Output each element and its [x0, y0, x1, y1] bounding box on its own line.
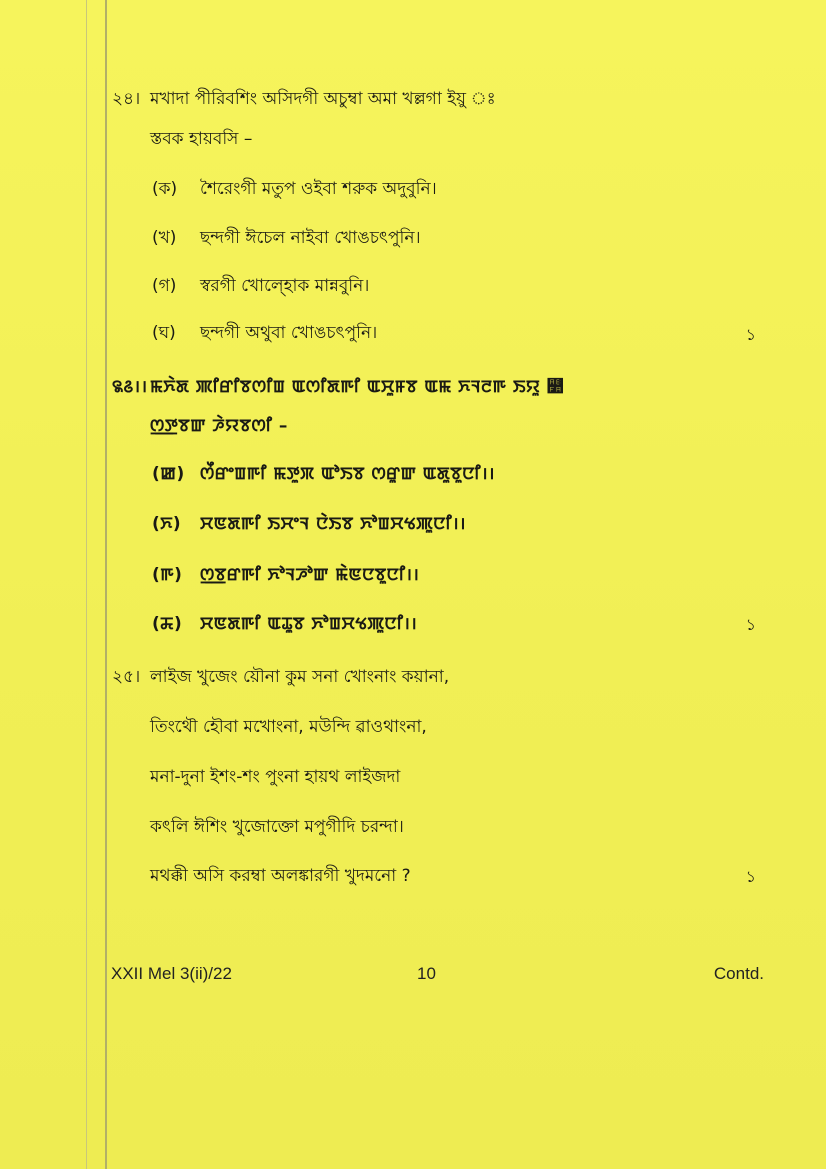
marks: ১	[745, 325, 756, 344]
option-text: ꯆꯟꯗꯒꯤ ꯏꯆꯦꯜ ꯅꯥꯏꯕ ꯈꯣꯡꯆꯠꯄꯨꯅꯤ।।	[200, 514, 466, 534]
question-stem: মখাদা পীরিবশিং অসিদগী অচুম্বা অমা খল্লগা ইয়ু ঃ	[150, 89, 496, 109]
option-text: ꯁ꯭ꯕꯔꯒꯤ ꯈꯣꯜꯍꯣꯛ ꯃꯥꯟꯅꯕꯨꯅꯤ।।	[200, 565, 420, 585]
option-label: (ꯀ)	[152, 464, 185, 484]
marks: ১	[745, 615, 756, 634]
option-label: (ꯘ)	[152, 614, 183, 634]
margin-rule	[86, 0, 87, 1169]
question-number: ২৪।	[112, 89, 141, 109]
option-text: ছন্দগী অথুবা খোঙচৎপুনি।	[200, 323, 378, 343]
question-number: ২৫।	[112, 667, 141, 687]
option-label: (ꯈ)	[152, 514, 182, 534]
option-text: শৈরেংগী মতুপ ওইবা শরুক অদুবুনি।	[200, 179, 437, 199]
poem-line: তিংথৌ হৌবা মখোংনা, মউন্দি ৱাওথাংনা,	[150, 717, 427, 737]
option-text: ছন্দগী ঈচেল নাইবা খোঙচৎপুনি।	[200, 228, 421, 248]
option-label: (ঘ)	[152, 323, 176, 343]
poem-line: লাইজ খুজেং য়ৌনা কুম সনা খোংনাং কয়ানা,	[150, 667, 450, 687]
poem-line: কৎলি ঈশিং খুজোক্তো মপুগীদি চরন্দা।	[150, 817, 404, 837]
option-text: ꯆꯟꯗꯒꯤ ꯑꯊꯨꯕ ꯈꯣꯡꯆꯠꯄꯨꯅꯤ।।	[200, 614, 418, 634]
option-text: ꯁꯩꯔꯦꯡꯒꯤ ꯃꯇꯨꯞ ꯑꯣꯏꯕ ꯁꯔꯨꯛ ꯑꯗꯨꯕꯨꯅꯤ।।	[200, 464, 495, 484]
page-number: 10	[417, 964, 436, 983]
paper-code: XXII Mel 3(ii)/22	[111, 964, 232, 983]
option-label: (ক)	[152, 179, 178, 199]
option-label: (খ)	[152, 228, 177, 248]
question-instruction: ꯁ꯭ꯇꯕꯛ ꯍꯥꯌꯕꯁꯤ –	[150, 416, 288, 436]
question-instruction: স্তবক হায়বসি –	[150, 129, 253, 149]
option-label: (ꯒ)	[152, 565, 183, 585]
margin-rule	[105, 0, 107, 1169]
question-stem: ꯃꯈꯥꯗ ꯄꯤꯔꯤꯕꯁꯤꯡ ꯑꯁꯤꯗꯒꯤ ꯑꯆꯨꯝꯕ ꯑꯃ ꯈꯜꯂꯒ ꯏꯌꯨ ꯺	[150, 377, 565, 397]
poem-line: মনা-দুনা ইশং-শং পুংনা হায়থ লাইজদা	[150, 767, 401, 787]
question-stem: মথক্কী অসি করম্বা অলঙ্কারগী খুদমনো ?	[150, 866, 411, 886]
marks: ১	[745, 867, 756, 886]
continued-label: Contd.	[713, 964, 764, 983]
question-number: ꯲꯴।।	[112, 377, 148, 397]
option-label: (গ)	[152, 276, 177, 296]
option-text: স্বরগী খোল্হোক মান্নবুনি।	[200, 276, 370, 296]
